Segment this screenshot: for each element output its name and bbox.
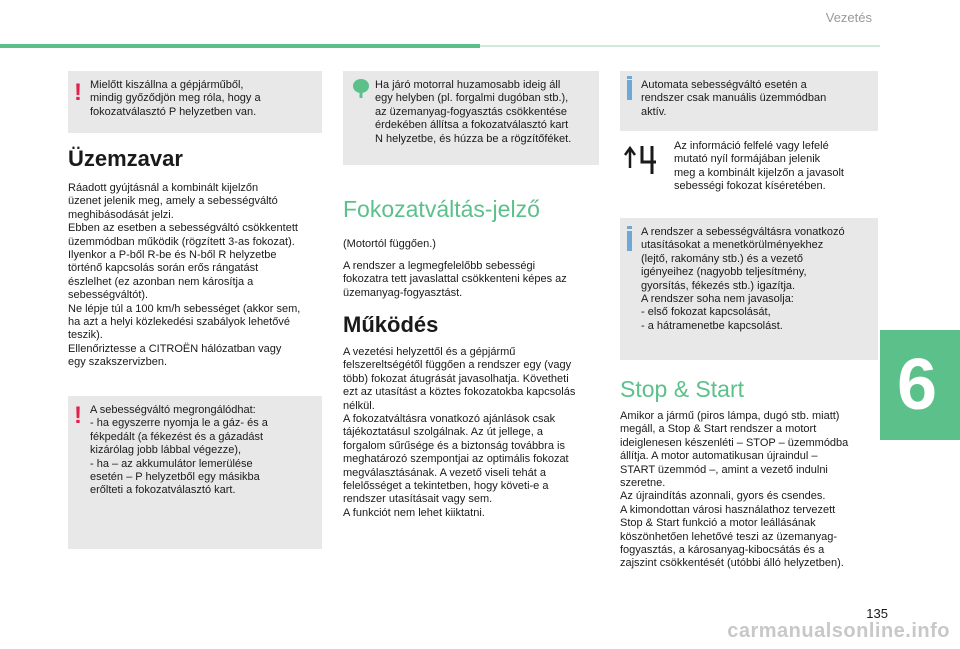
header-accent-bar [0,44,480,48]
stop-start-body: Amikor a jármű (piros lámpa, dugó stb. miatt) megáll, a Stop & Start rendszer a motort ideiglenesen készenléti – STOP – üzemmódba állítja. A motor automatikusan újraindul – START üzemmód –, amint a vezető indulni szeretne. Az újraindítás azonnali, gyors és csendes. A kimondottan városi használathoz tervezett Stop & Start funkció a motor leállásának köszönhetően lehetővé teszi az üzemanyag- fogyasztás, a károsanyag-kibocsátás és a zajszint csökkentését (utóbbi álló helyzetben). [620,410,849,570]
heading-fokozatvaltas: Fokozatváltás-jelző [343,196,540,222]
page-number: 135 [866,606,888,621]
info-icon-dot [627,226,632,229]
info-automatic-text: Automata sebességváltó esetén a rendszer csak manuális üzemmódban aktív. [641,79,827,118]
heading-mukodes: Működés [343,312,439,337]
fokozat-intro-text: A rendszer a legmegfelelőbb sebességi fokozatra tett javaslattal csökkenteni képes az üzemanyag-fogyasztást. [343,260,567,299]
indicator-text: Az információ felfelé vagy lefelé mutató nyíl formájában jelenik meg a kombinált kijelzőn a javasolt sebességi fokozat kíséretében. [674,140,844,193]
eco-note-text: Ha járó motorral huzamosabb ideig áll egy helyben (pl. forgalmi dugóban stb.), az üzemanyag-fogyasztás csökkentése érdekében állítsa a fokozatválasztó kart N helyzetbe, és húzza be a rögzítőféket. [375,79,572,145]
warning-damage-text: A sebességváltó megrongálódhat: - ha egyszerre nyomja le a gáz- és a fékpedált (a fékezést és a gázadást kizárólag jobb lábbal végezze), - ha – az akkumulátor lemerülése esetén – P helyzetből egy másikba erőlteti a fokozatválasztó kart. [90,404,268,497]
heading-stop-start: Stop & Start [620,376,745,402]
fokozat-intro-engine: (Motortól függően.) [343,238,436,250]
gear-indicator-icon [622,142,660,176]
section-title: Vezetés [825,10,872,25]
eco-tree-icon [352,78,370,98]
info-icon-dot [627,76,632,79]
exclamation-icon: ! [74,79,82,106]
info-icon [627,231,632,251]
info-icon [627,80,632,100]
chapter-number: 6 [896,345,938,425]
header-accent-line [480,45,880,47]
watermark: carmanualsonline.info [727,620,950,642]
info-adaptation-text: A rendszer a sebességváltásra vonatkozó utasításokat a menetkörülményekhez (lejtő, rakomány stb.) és a vezető igényeihez (nagyobb teljesítmény, gyorsítás, fékezés stb.) igazítja. A rendszer soha nem javasolja: - első fokozat kapcsolását, - a hátramenetbe kapcsolást. [641,226,845,332]
warning-park-text: Mielőtt kiszállna a gépjárműből, mindig győződjön meg róla, hogy a fokozatválasztó P helyzetben van. [90,79,261,118]
exclamation-icon: ! [74,402,82,429]
uzemzavar-body: Ráadott gyújtásnál a kombinált kijelzőn üzenet jelenik meg, amely a sebességváltó meghibásodását jelzi. Ebben az esetben a sebességváltó csökkentett üzemmódban működik (rögzített 3-as fokozat). Ilyenkor a P-ből R-be és N-ből R helyzetbe történő kapcsolás során erős rángatást észlelhet (ez azonban nem károsítja a sebességváltót). Ne lépje túl a 100 km/h sebességet (akkor sem, ha azt a helyi közlekedési szabályok lehetővé teszik). Ellenőriztesse a CITROËN hálózatban vagy egy szakszervizben. [68,182,301,369]
heading-uzemzavar: Üzemzavar [68,146,183,171]
mukodes-body: A vezetési helyzettől és a gépjármű felszereltségétől függően a rendszer egy (vagy több) fokozat átugrását javasolhatja. Követheti ezt az utasítást a köztes fokozatokba kapcsolás nélkül. A fokozatváltásra vonatkozó ajánlások csak tájékoztatásul szolgálnak. Az út jellege, a forgalom sűrűsége és a biztonság továbbra is meghatározó szempontjai az optimális fokozat megválasztásának. A vezető viseli tehát a felelősséget a tekintetben, hogy követi-e a rendszer utasításait vagy sem. A funkciót nem lehet kiiktatni. [343,346,576,519]
